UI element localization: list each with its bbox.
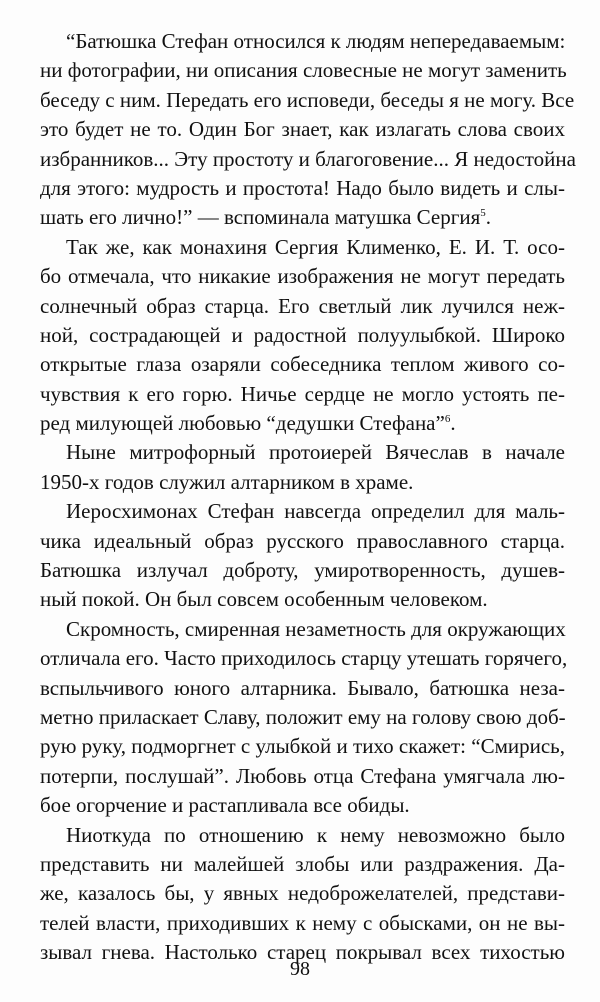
text-line: метно приласкает Славу, положит ему на голову свою доб- xyxy=(40,704,566,729)
paragraph xyxy=(40,27,576,233)
text-line: вспыльчивого юного алтарника. Бывало, батюшка неза- xyxy=(40,675,565,700)
paragraph xyxy=(40,233,565,439)
text-line: Так же, как монахиня Сергия Клименко, Е. И. Т. осо- xyxy=(66,234,565,259)
page-number: 98 xyxy=(290,958,310,980)
text-line: это будет не то. Один Бог знает, как излагать слова своих xyxy=(40,117,565,142)
text-line: для этого: мудрость и простота! Надо было видеть и слы- xyxy=(40,175,565,200)
paragraph xyxy=(40,438,565,497)
text-line: телей власти, приходивших к нему с обысками, он не вы- xyxy=(40,910,565,935)
text-fragment: ред милующей любовью “дедушки Стефана” xyxy=(40,411,445,436)
text-line xyxy=(40,203,565,232)
text-line: отличала его. Часто приходилось старцу утешать горячего, xyxy=(40,646,568,671)
text-line: ной, сострадающей и радостной полуулыбкой. Широко xyxy=(40,322,565,347)
text-line: же, казалось бы, у явных недоброжелателей, представи- xyxy=(40,881,565,906)
text-line: избранников... Эту простоту и благоговение... Я недостойна xyxy=(40,146,576,171)
text-line: чувствия к его горю. Ничье сердце не могло устоять пе- xyxy=(40,381,565,406)
text-line: Батюшка излучал доброту, умиротворенность, душев- xyxy=(40,558,565,583)
text-line: Ныне митрофорный протоиерей Вячеслав в начале xyxy=(66,440,565,465)
text-line: Иеросхимонах Стефан навсегда определил для маль- xyxy=(66,499,565,524)
text-line: солнечный образ старца. Его светлый лик лучился неж- xyxy=(40,293,565,318)
footnote-marker[interactable]: 6 xyxy=(444,413,451,426)
text-line: ни фотографии, ни описания словесные не могут заменить xyxy=(40,58,567,83)
text-line: рую руку, подморгнет с улыбкой и тихо скажет: “Смирись, xyxy=(40,734,565,759)
text-fragment: . xyxy=(485,205,492,230)
text-line: 1950-х годов служил алтарником в храме. xyxy=(40,469,414,494)
text-line: потерпи, послушай”. Любовь отца Стефана умягчала лю- xyxy=(40,763,565,788)
body-text xyxy=(40,27,576,968)
text-line: открытые глаза озаряли собеседника теплом живого со- xyxy=(40,352,565,377)
text-line: беседу с ним. Передать его исповеди, беседы я не могу. Все xyxy=(40,87,575,112)
text-line: ный покой. Он был совсем особенным человеком. xyxy=(40,587,488,612)
text-fragment: . xyxy=(450,411,456,436)
paragraph xyxy=(40,615,568,821)
text-line: бо отмечала, что никакие изображения не могут передать xyxy=(40,264,565,289)
text-line: чика идеальный образ русского православного старца. xyxy=(40,528,565,553)
text-line: бое огорчение и растапливала все обиды. xyxy=(40,793,410,818)
text-line: зывал гнева. Настолько старец покрывал всех тихостью xyxy=(40,940,565,965)
text-line: Ниоткуда по отношению к нему невозможно было xyxy=(66,822,565,847)
text-line: “Батюшка Стефан относился к людям непередаваемым: xyxy=(66,29,566,53)
paragraph xyxy=(40,821,565,968)
paragraph xyxy=(40,497,565,615)
footnote-marker[interactable]: 5 xyxy=(480,207,486,220)
text-line xyxy=(40,409,565,438)
text-fragment: шать его лично!” — вспоминала матушка Сергия xyxy=(40,205,481,230)
text-line: представить ни малейшей злобы или раздражения. Да- xyxy=(40,851,565,876)
text-line: Скромность, смиренная незаметность для окружающих xyxy=(66,616,566,641)
